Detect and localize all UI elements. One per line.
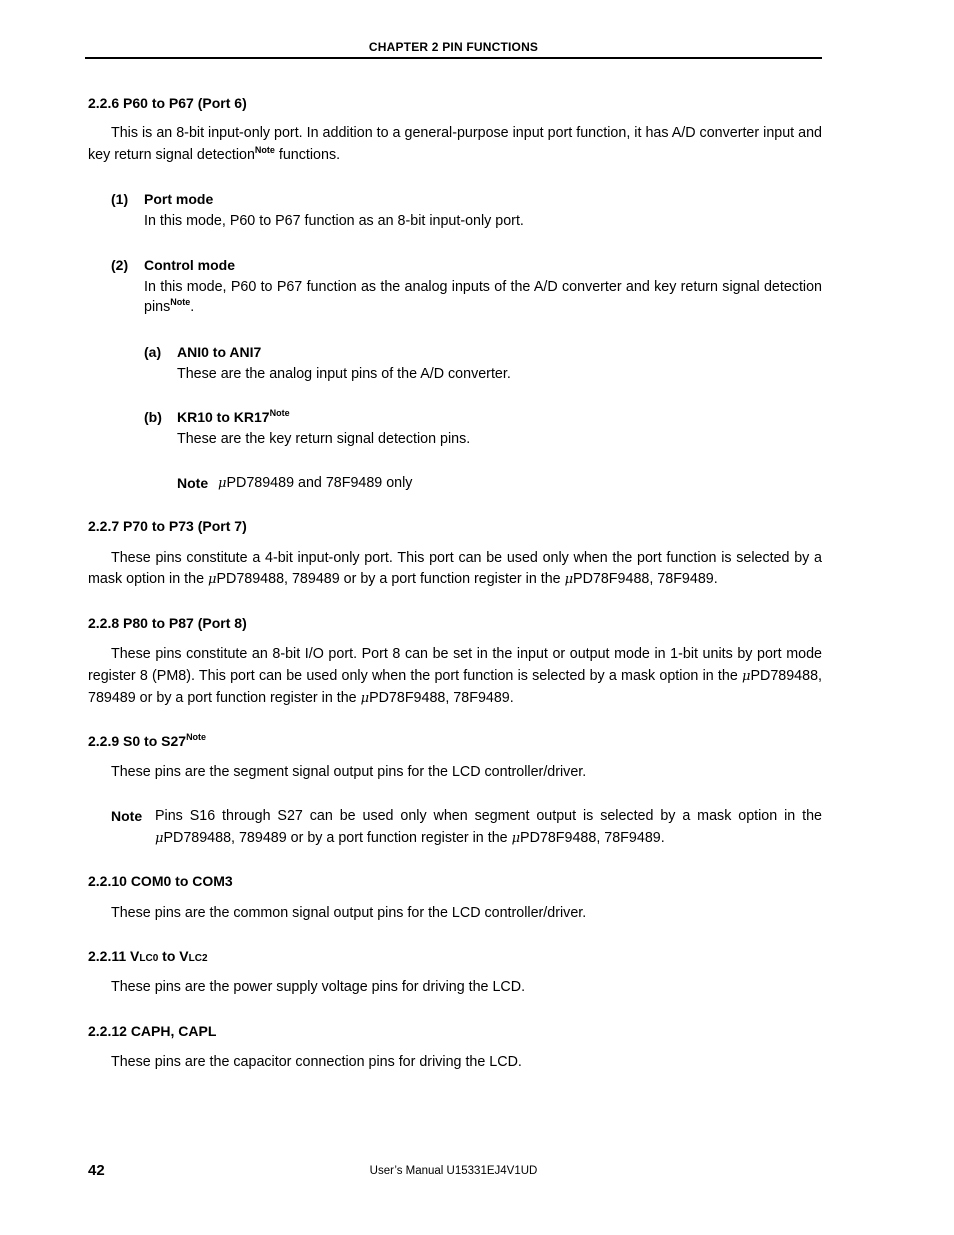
item2-text: . [190,299,195,315]
note-ref: Note [269,408,290,418]
section-2-2-10-text: These pins are the common signal output pins for the LCD controller/driver. [111,905,587,921]
mu-symbol: μ [360,691,370,706]
section-2-2-11-text: These pins are the power supply voltage pins for driving the LCD. [111,979,526,995]
sub-a-title: ANI0 to ANI7 [177,344,262,360]
item1-title: Port mode [144,191,214,207]
mu-symbol: μ [218,476,227,491]
note-body: PD789489 and 78F9489 only [226,475,413,491]
text: mask option in the [88,571,209,587]
section-2-2-8-heading: 2.2.8 P80 to P87 (Port 8) [88,615,247,631]
note-label: Note [177,475,209,491]
section-2-2-12-text: These pins are the capacitor connection pins for driving the LCD. [111,1054,522,1070]
sub-b-label: (b) [144,409,162,425]
sub-a-text: These are the analog input pins of the A/D converter. [177,366,511,382]
item1-label: (1) [111,191,129,207]
item2-title: Control mode [144,257,235,273]
manual-footer: User’s Manual U15331EJ4V1UD [369,1165,538,1177]
heading-num: 2.2.11 [88,948,131,964]
mu-symbol: μ [742,669,751,684]
sub-a-label: (a) [144,344,162,360]
section-2-2-7-line1: These pins constitute a 4-bit input-only port. This port can be used only when the port function is selected by a [111,550,822,566]
mu-symbol: μ [564,572,574,587]
mu-symbol: μ [208,572,217,587]
note-ref: Note [170,297,191,307]
section-2-2-8-line3 [88,690,514,706]
mu-symbol: μ [155,831,164,846]
para-text: key return signal detection [88,147,255,163]
text: PD78F9488, 78F9489. [369,690,514,706]
text: PD789488, [750,668,822,684]
note-ref: Note [186,732,207,742]
heading-mid: to [158,948,180,964]
section-2-2-7-heading: 2.2.7 P70 to P73 (Port 7) [88,518,247,534]
section-2-2-8-line2 [88,668,822,684]
section-2-2-11-heading [88,948,208,964]
section-2-2-6-para-line1: This is an 8-bit input-only port. In addition to a general-purpose input port function, it has A/D converter input and [111,125,822,141]
para-text: functions. [274,147,341,163]
v-letter: V [130,948,140,964]
item2-text-line1: In this mode, P60 to P67 function as the analog inputs of the A/D converter and key return signal detection [144,279,822,295]
item2-text: pins [144,299,171,315]
section-2-2-9-text: These pins are the segment signal output pins for the LCD controller/driver. [111,764,587,780]
item1-text: In this mode, P60 to P67 function as an 8-bit input-only port. [144,213,524,229]
text: register 8 (PM8). This port can be used only when the port function is selected by a mask option in the [88,668,742,684]
subscript: LC0 [139,953,159,964]
section-2-2-6-heading: 2.2.6 P60 to P67 (Port 6) [88,95,247,111]
section-2-2-7-line2 [88,571,718,587]
item2-label: (2) [111,257,129,273]
section-2-2-9-note-label: Note [111,808,143,824]
section-2-2-9-note-line2 [155,830,665,846]
section-2-2-9-heading [88,733,206,749]
mu-symbol: μ [511,831,521,846]
header-rule [85,57,822,59]
section-2-2-6-para-line2 [88,147,340,163]
section-2-2-10-heading: 2.2.10 COM0 to COM3 [88,873,233,889]
chapter-header: CHAPTER 2 PIN FUNCTIONS [368,40,539,54]
section-2-2-8-line1: These pins constitute an 8-bit I/O port. Port 8 can be set in the input or output mode in 1-bit units by port mode [111,646,822,662]
sub-b-title [177,409,290,425]
v-letter: V [179,948,189,964]
text: PD789488, 789489 or by a port function register in the [163,830,512,846]
section-2-2-12-heading: 2.2.12 CAPH, CAPL [88,1023,217,1039]
item2-text-line2 [144,299,194,315]
sub-b-text: These are the key return signal detection pins. [177,431,471,447]
text: 789489 or by a port function register in the [88,690,361,706]
sub-b-title-text: KR10 to KR17 [177,409,270,425]
text: PD789488, 789489 or by a port function register in the [216,571,565,587]
page-number: 42 [88,1162,105,1179]
section-2-2-9-note-line1: Pins S16 through S27 can be used only when segment output is selected by a mask option in the [155,808,822,824]
text: PD78F9488, 78F9489. [520,830,665,846]
note-ref: Note [254,145,275,155]
text: PD78F9488, 78F9489. [573,571,718,587]
subscript: LC2 [188,953,208,964]
heading-text: 2.2.9 S0 to S27 [88,733,187,749]
note-text [218,475,412,491]
